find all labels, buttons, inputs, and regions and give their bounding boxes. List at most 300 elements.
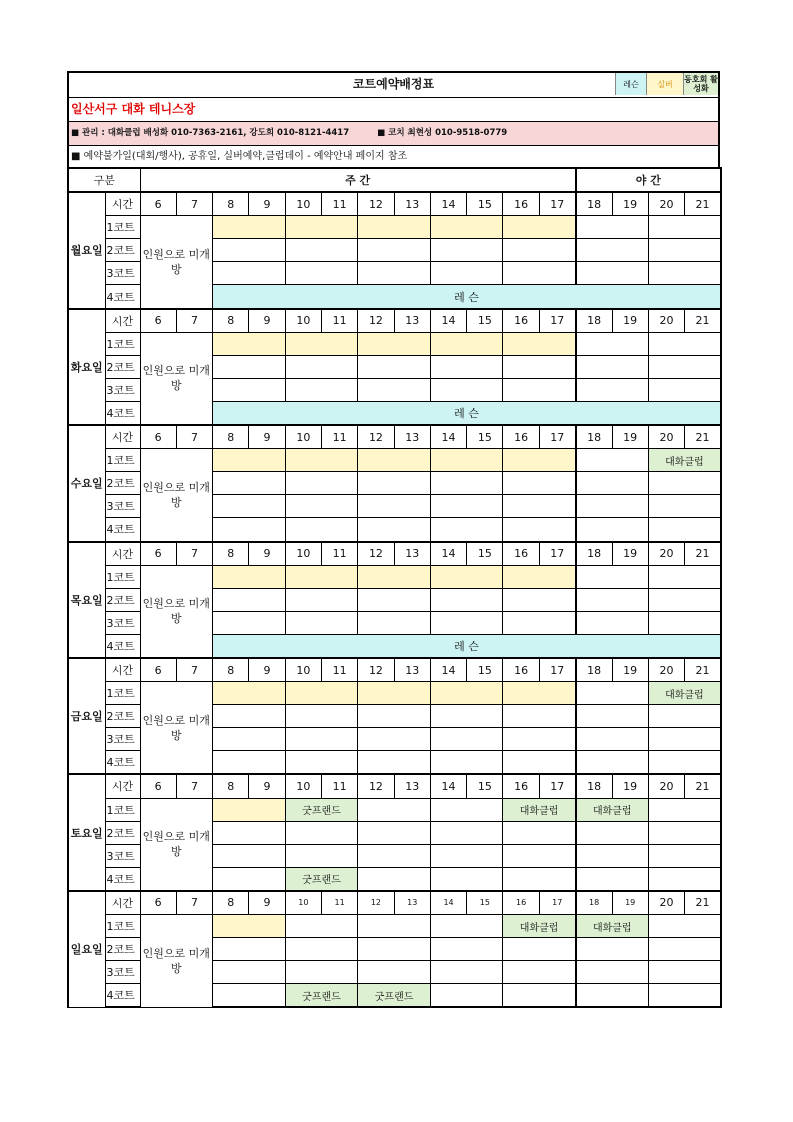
hour-cell: 16 xyxy=(503,425,539,449)
empty-slot xyxy=(285,449,358,472)
legend-club: 동호회 활성화 xyxy=(684,75,718,93)
empty-slot xyxy=(503,565,576,588)
lesson-slot xyxy=(213,285,721,309)
hour-cell: 14 xyxy=(430,542,466,566)
hour-cell: 20 xyxy=(648,891,684,915)
empty-slot xyxy=(430,239,503,262)
booking-slot: 굿프랜드 xyxy=(285,867,358,891)
hour-cell: 17 xyxy=(539,774,575,798)
hour-cell: 14 xyxy=(430,192,466,216)
hour-cell: 21 xyxy=(685,425,721,449)
hour-cell: 20 xyxy=(648,309,684,333)
hour-cell: 19 xyxy=(612,658,648,682)
empty-slot xyxy=(430,262,503,285)
empty-slot xyxy=(285,262,358,285)
hour-cell: 18 xyxy=(576,542,612,566)
closed-slot: 인원으로 미개방 xyxy=(140,332,213,425)
empty-slot xyxy=(576,262,649,285)
hour-cell: 12 xyxy=(358,891,394,915)
court-label: 2코트 xyxy=(105,705,140,728)
empty-slot xyxy=(285,938,358,961)
hour-cell: 11 xyxy=(322,891,358,915)
court-row xyxy=(68,682,721,705)
hour-cell: 12 xyxy=(358,425,394,449)
court-label: 2코트 xyxy=(105,355,140,378)
hour-row xyxy=(68,425,721,449)
booking-slot: 대화클럽 xyxy=(503,798,576,821)
booking-slot: 대화클럽 xyxy=(576,798,649,821)
empty-slot xyxy=(503,821,576,844)
empty-slot xyxy=(648,355,721,378)
empty-slot xyxy=(576,728,649,751)
empty-slot xyxy=(503,495,576,518)
court-label: 1코트 xyxy=(105,216,140,239)
hour-cell: 8 xyxy=(213,774,249,798)
manager-text: ■ 관리 : 대화클럽 배성화 010-7363-2161, 강도희 010-8121-4417 xyxy=(71,128,350,138)
empty-slot xyxy=(648,751,721,775)
closed-slot: 인원으로 미개방 xyxy=(140,682,213,775)
booking-slot: 굿프랜드 xyxy=(358,984,431,1008)
hour-cell: 11 xyxy=(322,309,358,333)
empty-slot xyxy=(213,565,286,588)
hour-cell: 13 xyxy=(394,891,430,915)
empty-slot xyxy=(430,449,503,472)
booking-slot: 대화클럽 xyxy=(576,915,649,938)
hour-cell: 8 xyxy=(213,658,249,682)
empty-slot xyxy=(213,984,286,1008)
hour-cell: 16 xyxy=(503,192,539,216)
empty-slot xyxy=(576,867,649,891)
hour-cell: 10 xyxy=(285,309,321,333)
empty-slot xyxy=(430,216,503,239)
hour-cell: 17 xyxy=(539,309,575,333)
hour-cell: 10 xyxy=(285,891,321,915)
empty-slot xyxy=(648,378,721,401)
empty-slot xyxy=(430,821,503,844)
hour-row xyxy=(68,542,721,566)
court-label: 1코트 xyxy=(105,332,140,355)
empty-slot xyxy=(430,355,503,378)
day-label: 화요일 xyxy=(68,309,105,425)
hour-cell: 15 xyxy=(467,542,503,566)
hour-cell: 11 xyxy=(322,425,358,449)
empty-slot xyxy=(358,798,431,821)
empty-slot xyxy=(430,798,503,821)
empty-slot xyxy=(213,611,286,634)
empty-slot xyxy=(648,332,721,355)
court-label: 2코트 xyxy=(105,588,140,611)
hour-cell: 9 xyxy=(249,891,285,915)
court-label: 1코트 xyxy=(105,682,140,705)
legend-silver: 실버 xyxy=(646,73,683,95)
hour-cell: 13 xyxy=(394,192,430,216)
hour-cell: 16 xyxy=(503,891,539,915)
empty-slot xyxy=(213,844,286,867)
empty-slot xyxy=(648,239,721,262)
empty-slot xyxy=(358,332,431,355)
hour-cell: 8 xyxy=(213,309,249,333)
hour-cell: 18 xyxy=(576,192,612,216)
hour-cell: 14 xyxy=(430,891,466,915)
hour-cell: 13 xyxy=(394,658,430,682)
court-label: 3코트 xyxy=(105,378,140,401)
day-label: 목요일 xyxy=(68,542,105,658)
court-label: 4코트 xyxy=(105,518,140,542)
empty-slot xyxy=(285,472,358,495)
hour-cell: 21 xyxy=(685,774,721,798)
booking-slot: 굿프랜드 xyxy=(285,798,358,821)
time-label: 시간 xyxy=(105,542,140,566)
hour-cell: 12 xyxy=(358,542,394,566)
court-row xyxy=(68,915,721,938)
booking-slot: 대화클럽 xyxy=(648,682,721,705)
hour-cell: 14 xyxy=(430,658,466,682)
court-label: 4코트 xyxy=(105,634,140,658)
closed-slot: 인원으로 미개방 xyxy=(140,798,213,891)
empty-slot xyxy=(285,588,358,611)
empty-slot xyxy=(358,844,431,867)
hour-cell: 20 xyxy=(648,658,684,682)
empty-slot xyxy=(358,588,431,611)
empty-slot xyxy=(285,355,358,378)
empty-slot xyxy=(576,984,649,1008)
hour-cell: 8 xyxy=(213,891,249,915)
court-label: 1코트 xyxy=(105,449,140,472)
hour-cell: 10 xyxy=(285,658,321,682)
court-label: 3코트 xyxy=(105,728,140,751)
empty-slot xyxy=(576,821,649,844)
empty-slot xyxy=(358,728,431,751)
court-label: 3코트 xyxy=(105,844,140,867)
closed-slot: 인원으로 미개방 xyxy=(140,449,213,542)
reservation-note: ■ 예약불가일(대회/행사), 공휴일, 실버예약,클럽데이 - 예약안내 페이지 참조 xyxy=(69,145,718,167)
hour-cell: 17 xyxy=(539,425,575,449)
hour-cell: 11 xyxy=(322,192,358,216)
day-label: 토요일 xyxy=(68,774,105,890)
hour-row xyxy=(68,774,721,798)
empty-slot xyxy=(358,472,431,495)
empty-slot xyxy=(213,378,286,401)
empty-slot xyxy=(503,449,576,472)
hour-cell: 18 xyxy=(576,891,612,915)
closed-slot: 인원으로 미개방 xyxy=(140,915,213,1008)
hour-cell: 20 xyxy=(648,542,684,566)
empty-slot xyxy=(503,867,576,891)
booking-slot: 대화클럽 xyxy=(503,915,576,938)
empty-slot xyxy=(576,565,649,588)
category-header: 구분 xyxy=(68,168,140,192)
empty-slot xyxy=(430,867,503,891)
empty-slot xyxy=(430,565,503,588)
court-label: 3코트 xyxy=(105,495,140,518)
hour-cell: 7 xyxy=(176,192,212,216)
time-label: 시간 xyxy=(105,658,140,682)
empty-slot xyxy=(358,682,431,705)
closed-slot: 인원으로 미개방 xyxy=(140,565,213,658)
empty-slot xyxy=(213,705,286,728)
empty-slot xyxy=(285,682,358,705)
hour-cell: 11 xyxy=(322,658,358,682)
hour-cell: 18 xyxy=(576,658,612,682)
empty-slot xyxy=(358,565,431,588)
lesson-slot xyxy=(213,634,721,658)
section-header-row xyxy=(68,168,721,192)
empty-slot xyxy=(430,472,503,495)
hour-row xyxy=(68,658,721,682)
empty-slot xyxy=(430,611,503,634)
empty-slot xyxy=(503,751,576,775)
time-label: 시간 xyxy=(105,192,140,216)
empty-slot xyxy=(285,216,358,239)
empty-slot xyxy=(576,611,649,634)
hour-cell: 7 xyxy=(176,425,212,449)
empty-slot xyxy=(576,472,649,495)
empty-slot xyxy=(213,262,286,285)
hour-cell: 15 xyxy=(467,658,503,682)
hour-cell: 11 xyxy=(322,542,358,566)
empty-slot xyxy=(358,355,431,378)
hour-cell: 14 xyxy=(430,309,466,333)
hour-cell: 7 xyxy=(176,658,212,682)
hour-cell: 10 xyxy=(285,542,321,566)
empty-slot xyxy=(576,449,649,472)
empty-slot xyxy=(358,378,431,401)
empty-slot xyxy=(576,216,649,239)
court-label: 3코트 xyxy=(105,961,140,984)
empty-slot xyxy=(358,449,431,472)
empty-slot xyxy=(358,262,431,285)
empty-slot xyxy=(648,728,721,751)
hour-cell: 14 xyxy=(430,774,466,798)
hour-cell: 10 xyxy=(285,774,321,798)
hour-cell: 14 xyxy=(430,425,466,449)
empty-slot xyxy=(648,611,721,634)
empty-slot xyxy=(576,239,649,262)
court-label: 2코트 xyxy=(105,472,140,495)
hour-cell: 16 xyxy=(503,774,539,798)
hour-cell: 9 xyxy=(249,542,285,566)
empty-slot xyxy=(358,867,431,891)
empty-slot xyxy=(213,216,286,239)
court-label: 4코트 xyxy=(105,751,140,775)
court-label: 3코트 xyxy=(105,611,140,634)
empty-slot xyxy=(213,938,286,961)
empty-slot xyxy=(648,518,721,542)
empty-slot xyxy=(213,751,286,775)
empty-slot xyxy=(503,355,576,378)
time-label: 시간 xyxy=(105,774,140,798)
empty-slot xyxy=(576,705,649,728)
hour-cell: 13 xyxy=(394,542,430,566)
booking-slot: 대화클럽 xyxy=(648,449,721,472)
schedule-table xyxy=(67,167,722,1008)
hour-cell: 20 xyxy=(648,192,684,216)
empty-slot xyxy=(576,378,649,401)
empty-slot xyxy=(503,984,576,1008)
empty-slot xyxy=(213,495,286,518)
empty-slot xyxy=(648,915,721,938)
hour-cell: 9 xyxy=(249,774,285,798)
hour-cell: 16 xyxy=(503,309,539,333)
empty-slot xyxy=(648,821,721,844)
closed-slot: 인원으로 미개방 xyxy=(140,216,213,309)
court-label: 4코트 xyxy=(105,285,140,309)
court-row xyxy=(68,565,721,588)
empty-slot xyxy=(213,588,286,611)
hour-cell: 8 xyxy=(213,425,249,449)
court-label: 2코트 xyxy=(105,239,140,262)
empty-slot xyxy=(576,682,649,705)
empty-slot xyxy=(503,728,576,751)
day-label: 수요일 xyxy=(68,425,105,541)
empty-slot xyxy=(213,518,286,542)
empty-slot xyxy=(285,495,358,518)
hour-row xyxy=(68,309,721,333)
empty-slot xyxy=(430,682,503,705)
empty-slot xyxy=(576,938,649,961)
court-label: 1코트 xyxy=(105,915,140,938)
empty-slot xyxy=(358,961,431,984)
hour-cell: 17 xyxy=(539,542,575,566)
empty-slot xyxy=(285,728,358,751)
hour-cell: 6 xyxy=(140,891,176,915)
hour-cell: 7 xyxy=(176,542,212,566)
location-label: 일산서구 대화 테니스장 xyxy=(69,97,718,121)
court-label: 1코트 xyxy=(105,798,140,821)
empty-slot xyxy=(648,588,721,611)
day-label: 월요일 xyxy=(68,192,105,308)
legend-lesson: 레슨 xyxy=(615,73,646,95)
court-label: 4코트 xyxy=(105,867,140,891)
empty-slot xyxy=(576,844,649,867)
empty-slot xyxy=(648,216,721,239)
time-label: 시간 xyxy=(105,309,140,333)
time-label: 시간 xyxy=(105,425,140,449)
hour-cell: 10 xyxy=(285,192,321,216)
hour-cell: 12 xyxy=(358,658,394,682)
empty-slot xyxy=(285,611,358,634)
empty-slot xyxy=(213,332,286,355)
hour-cell: 12 xyxy=(358,192,394,216)
empty-slot xyxy=(285,239,358,262)
court-row xyxy=(68,332,721,355)
empty-slot xyxy=(503,844,576,867)
empty-slot xyxy=(648,472,721,495)
court-label: 2코트 xyxy=(105,938,140,961)
hour-cell: 20 xyxy=(648,774,684,798)
hour-cell: 17 xyxy=(539,891,575,915)
hour-cell: 15 xyxy=(467,192,503,216)
empty-slot xyxy=(285,821,358,844)
hour-cell: 18 xyxy=(576,774,612,798)
hour-cell: 7 xyxy=(176,309,212,333)
hour-cell: 21 xyxy=(685,192,721,216)
empty-slot xyxy=(213,355,286,378)
hour-cell: 15 xyxy=(467,774,503,798)
hour-cell: 18 xyxy=(576,425,612,449)
court-row xyxy=(68,449,721,472)
hour-cell: 13 xyxy=(394,774,430,798)
hour-cell: 6 xyxy=(140,192,176,216)
hour-cell: 16 xyxy=(503,658,539,682)
reservation-sheet xyxy=(67,71,720,1008)
empty-slot xyxy=(648,938,721,961)
hour-cell: 6 xyxy=(140,542,176,566)
empty-slot xyxy=(503,472,576,495)
empty-slot xyxy=(576,961,649,984)
empty-slot xyxy=(430,984,503,1008)
empty-slot xyxy=(503,938,576,961)
empty-slot xyxy=(358,518,431,542)
empty-slot xyxy=(648,844,721,867)
empty-slot xyxy=(285,751,358,775)
empty-slot xyxy=(358,216,431,239)
sheet-header xyxy=(67,71,720,167)
empty-slot xyxy=(648,495,721,518)
court-row xyxy=(68,216,721,239)
court-label: 4코트 xyxy=(105,401,140,425)
empty-slot xyxy=(576,518,649,542)
empty-slot xyxy=(358,239,431,262)
hour-cell: 19 xyxy=(612,192,648,216)
empty-slot xyxy=(503,682,576,705)
empty-slot xyxy=(358,915,431,938)
day-label: 금요일 xyxy=(68,658,105,774)
booking-slot: 굿프랜드 xyxy=(285,984,358,1008)
empty-slot xyxy=(503,611,576,634)
hour-cell: 21 xyxy=(685,658,721,682)
hour-cell: 12 xyxy=(358,774,394,798)
hour-cell: 13 xyxy=(394,425,430,449)
empty-slot xyxy=(430,844,503,867)
empty-slot xyxy=(358,821,431,844)
empty-slot xyxy=(503,378,576,401)
hour-cell: 19 xyxy=(612,309,648,333)
legend xyxy=(615,73,718,95)
lesson-label: 레 슨 xyxy=(454,290,479,304)
sheet-title: 코트예약배정표 xyxy=(352,77,435,91)
empty-slot xyxy=(648,961,721,984)
empty-slot xyxy=(503,239,576,262)
court-label: 2코트 xyxy=(105,821,140,844)
manager-contact xyxy=(69,121,718,145)
empty-slot xyxy=(648,984,721,1008)
hour-cell: 20 xyxy=(648,425,684,449)
empty-slot xyxy=(358,705,431,728)
empty-slot xyxy=(285,705,358,728)
empty-slot xyxy=(503,216,576,239)
empty-slot xyxy=(576,751,649,775)
hour-cell: 19 xyxy=(612,774,648,798)
hour-cell: 19 xyxy=(612,425,648,449)
hour-row xyxy=(68,891,721,915)
hour-cell: 19 xyxy=(612,891,648,915)
empty-slot xyxy=(213,449,286,472)
empty-slot xyxy=(358,495,431,518)
empty-slot xyxy=(430,588,503,611)
hour-cell: 21 xyxy=(685,309,721,333)
empty-slot xyxy=(358,938,431,961)
empty-slot xyxy=(430,751,503,775)
empty-slot xyxy=(213,728,286,751)
hour-cell: 10 xyxy=(285,425,321,449)
hour-cell: 9 xyxy=(249,309,285,333)
day-label: 일요일 xyxy=(68,891,105,1007)
empty-slot xyxy=(576,355,649,378)
empty-slot xyxy=(430,332,503,355)
empty-slot xyxy=(358,751,431,775)
hour-cell: 13 xyxy=(394,309,430,333)
